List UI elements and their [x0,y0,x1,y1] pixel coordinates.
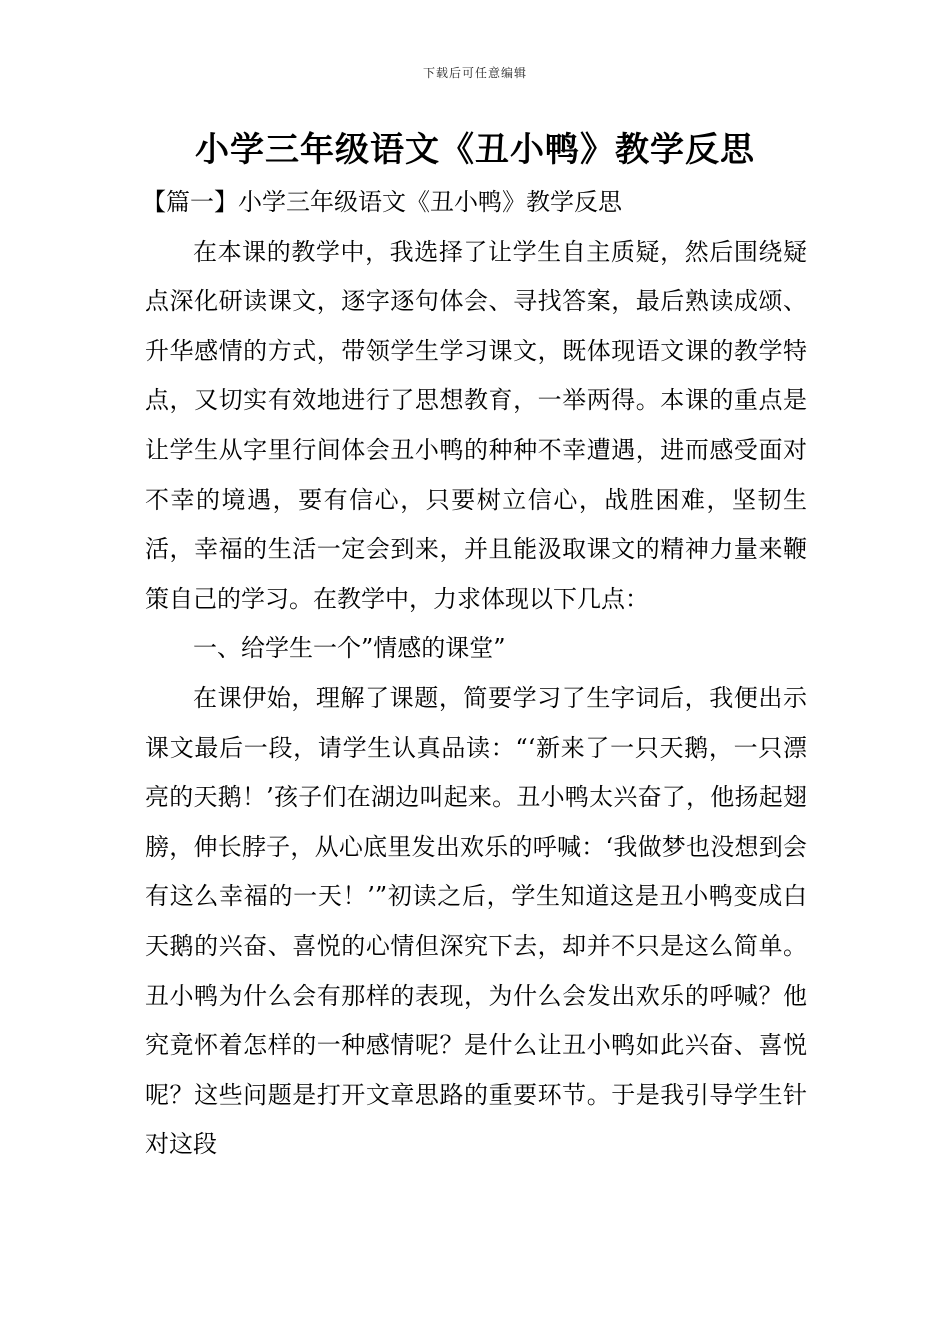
paragraph-subheading: 一、给学生一个”情感的课堂” [193,634,506,663]
paragraph-2: 在课伊始，理解了课题，简要学习了生字词后，我便出示课文最后一段，请学生认真品读：“‘新来了一只天鹅，一只漂亮的天鹅！’孩子们在湖边叫起来。丑小鸭太兴奋了，他扬起翅膀，伸长脖子，从心底里发出欢乐的呼喊：‘我做梦也没想到会有这么幸福的一天！’”初读之后，学生知道这是丑小鸭变成白天鹅的兴奋、喜悦的心情但深究下去，却并不只是这么简单。丑小鸭为什么会有那样的表现，为什么会发出欢乐的呼喊？他究竟怀着怎样的一种感情呢？是什么让丑小鸭如此兴奋、喜悦呢？这些问题是打开文章思路的重要环节。于是我引导学生针对这段 [145,683,807,1159]
header-note: 下载后可任意编辑 [422,66,527,80]
paragraph-1: 在本课的教学中，我选择了让学生自主质疑，然后围绕疑点深化研读课文，逐字逐句体会、寻找答案，最后熟读成颂、升华感情的方式，带领学生学习课文，既体现语文课的教学特点，又切实有效地进行了思想教育，一举两得。本课的重点是让学生从字里行间体会丑小鸭的种种不幸遭遇，进而感受面对不幸的境遇，要有信心，只要树立信心，战胜困难，坚韧生活，幸福的生活一定会到来，并且能汲取课文的精神力量来鞭策自己的学习。在教学中，力求体现以下几点： [145,237,807,613]
section-heading: 【篇一】小学三年级语文《丑小鸭》教学反思 [142,188,622,216]
document-body [142,178,807,1170]
document-title: 小学三年级语文《丑小鸭》教学反思 [195,130,755,170]
